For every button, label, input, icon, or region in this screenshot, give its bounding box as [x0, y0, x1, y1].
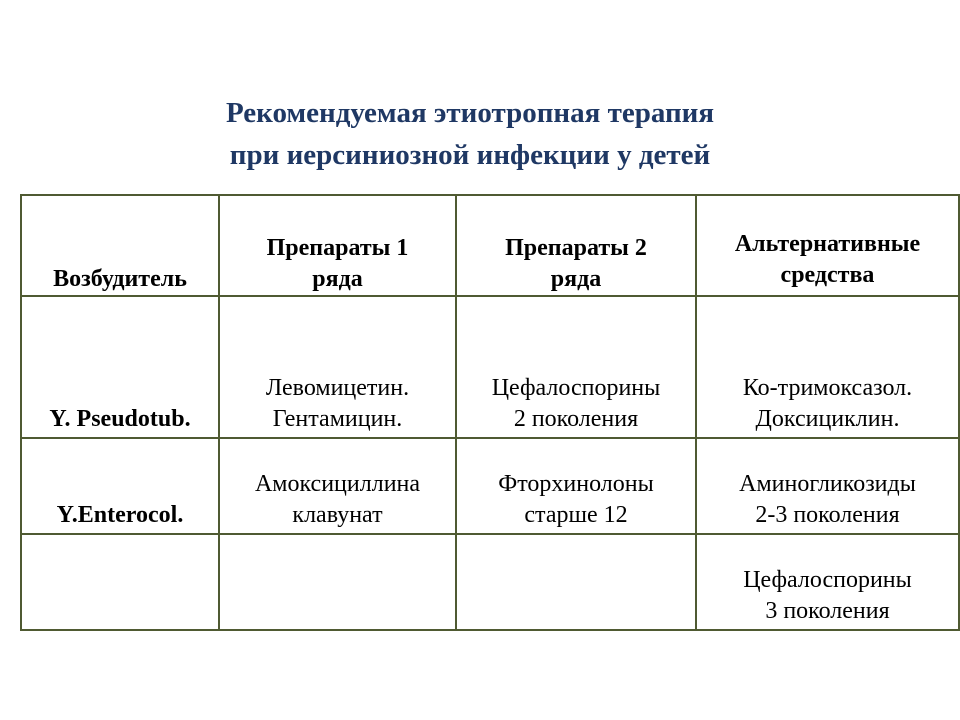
pathogen-cell — [21, 438, 219, 534]
alternative-cell — [696, 438, 959, 534]
second-line-cell — [456, 296, 696, 438]
drug-name: 3 поколения — [765, 598, 890, 624]
drug-name: Доксициклин. — [755, 406, 900, 432]
pathogen-cell-empty — [21, 534, 219, 630]
drug-name: Аминогликозиды — [739, 471, 916, 497]
drug-name: старше 12 — [524, 502, 628, 528]
drug-name: Цефалоспорины — [743, 567, 912, 593]
table-row — [21, 296, 959, 438]
slide-title — [0, 92, 940, 176]
drug-name: Гентамицин. — [272, 406, 403, 432]
drug-name: клавунат — [292, 502, 383, 528]
alternative-cell — [696, 534, 959, 630]
pathogen-name: Y.Enterocol. — [56, 502, 184, 528]
header-pathogen-label: Возбудитель — [53, 266, 187, 292]
header-second-line — [456, 195, 696, 296]
second-line-cell — [456, 438, 696, 534]
header-alternative-line-1: Альтернативные — [734, 231, 921, 257]
drug-name: Левомицетин. — [265, 375, 410, 401]
first-line-cell — [219, 438, 456, 534]
drug-name: Амоксициллина — [254, 471, 421, 497]
pathogen-cell — [21, 296, 219, 438]
drug-name: Ко-тримоксазол. — [742, 375, 913, 401]
header-first-line-line-1: Препараты 1 — [266, 235, 409, 261]
table-header-row — [21, 195, 959, 296]
second-line-cell-empty — [456, 534, 696, 630]
drug-name: Цефалоспорины — [491, 375, 661, 401]
header-pathogen — [21, 195, 219, 296]
table-row — [21, 534, 959, 630]
header-second-line-line-2: ряда — [550, 266, 602, 292]
drug-name: Фторхинолоны — [498, 471, 654, 497]
header-alternative — [696, 195, 959, 296]
therapy-table — [20, 194, 960, 631]
header-second-line-line-1: Препараты 2 — [505, 235, 647, 261]
alternative-cell — [696, 296, 959, 438]
drug-name: 2 поколения — [513, 406, 639, 432]
header-first-line — [219, 195, 456, 296]
pathogen-name: Y. Pseudotub. — [49, 406, 191, 432]
header-alternative-line-2: средства — [780, 262, 875, 288]
drug-name: 2-3 поколения — [755, 502, 900, 528]
slide-title-line-1: Рекомендуемая этиотропная терапия — [225, 97, 715, 129]
slide-title-line-2: при иерсиниозной инфекции у детей — [229, 139, 711, 171]
first-line-cell-empty — [219, 534, 456, 630]
first-line-cell — [219, 296, 456, 438]
header-first-line-line-2: ряда — [312, 266, 363, 292]
table-row — [21, 438, 959, 534]
